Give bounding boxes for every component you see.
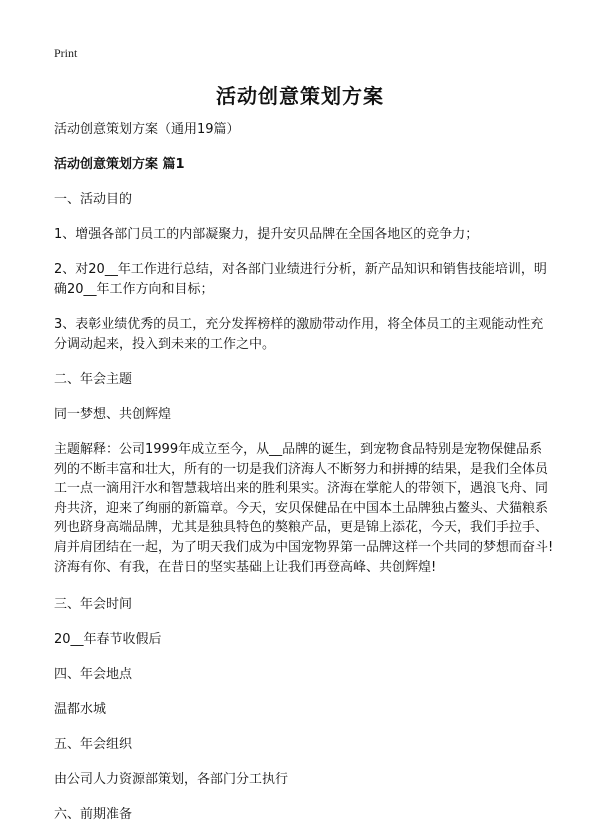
- paragraph: 3、表彰业绩优秀的员工，充分发挥榜样的激励带动作用，将全体员工的主观能动性充分调动起来，投入到未来的工作之中。: [54, 317, 544, 352]
- page-title: 活动创意策划方案: [216, 84, 384, 108]
- section-heading-organization: 五、年会组织: [54, 737, 133, 753]
- paragraph: 20__年春节收假后: [54, 632, 162, 648]
- chapter-heading: 活动创意策划方案 篇1: [54, 157, 185, 172]
- section-heading-preparation: 六、前期准备: [54, 807, 133, 823]
- document-body: [54, 120, 554, 840]
- section-heading-purpose: 一、活动目的: [54, 192, 133, 207]
- paragraph: 1、增强各部门员工的内部凝聚力，提升安贝品牌在全国各地区的竞争力；: [54, 227, 479, 242]
- paragraph: 同一梦想、共创辉煌: [54, 407, 172, 422]
- paragraph: 由公司人力资源部策划，各部门分工执行: [54, 772, 289, 788]
- document-subtitle: 活动创意策划方案（通用19篇）: [54, 122, 240, 137]
- paragraph: 温都水城: [54, 702, 107, 718]
- print-link[interactable]: Print: [54, 46, 78, 60]
- paragraph: 2、对20__年工作进行总结，对各部门业绩进行分析，新产品知识和销售技能培训，明确20__年工作方向和目标；: [54, 262, 547, 297]
- section-heading-theme: 二、年会主题: [54, 372, 133, 387]
- section-heading-time: 三、年会时间: [54, 597, 133, 613]
- paragraph: 主题解释：公司1999年成立至今，从__品牌的诞生，到宠物食品特别是宠物保健品系列的不断丰富和壮大，所有的一切是我们济海人不断努力和拼搏的结果，是我们全体员工一点一滴用汗水和智慧栽培出来的胜利果实。济海在掌舵人的带领下，遇浪飞舟、同舟共济，迎来了绚丽的新篇章。今天，安贝保健品在中国本土品牌独占鳌头、犬猫粮系列也跻身高端品牌，尤其是独具特色的獒粮产品，更是锦上添花，今天，我们手拉手、肩并肩团结在一起，为了明天我们成为中国宠物界第一品牌这样一个共同的梦想而奋斗!济海有你、有我，在昔日的坚实基础上让我们再登高峰、共创辉煌!: [54, 442, 554, 575]
- section-heading-location: 四、年会地点: [54, 667, 133, 683]
